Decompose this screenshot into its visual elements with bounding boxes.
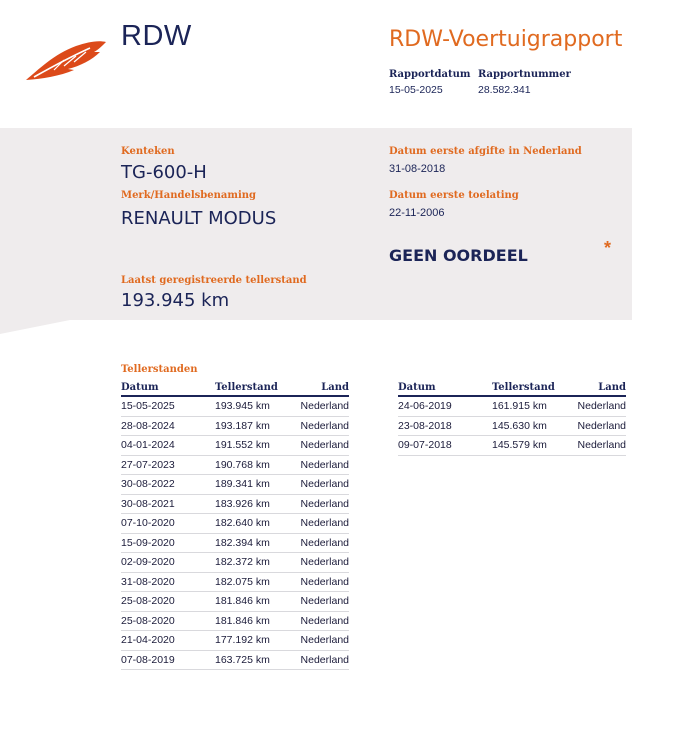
col-datum-header: Datum [398, 380, 492, 396]
cell-datum: 15-05-2025 [121, 396, 215, 416]
toelating-value: 22-11-2006 [389, 207, 445, 219]
cell-tellerstand: 193.945 km [215, 396, 295, 416]
cell-tellerstand: 182.394 km [215, 533, 295, 553]
brand-name: RDW [121, 20, 192, 52]
table-body-right [398, 396, 626, 455]
table-row [121, 455, 349, 475]
table-row [121, 631, 349, 651]
panel-notch [0, 320, 70, 334]
cell-land: Nederland [295, 650, 349, 670]
cell-tellerstand: 163.725 km [215, 650, 295, 670]
table-row [121, 475, 349, 495]
table-row [398, 436, 626, 456]
cell-land: Nederland [295, 475, 349, 495]
table-row [121, 553, 349, 573]
cell-datum: 07-10-2020 [121, 514, 215, 534]
cell-tellerstand: 182.372 km [215, 553, 295, 573]
table-row [121, 592, 349, 612]
tellerstanden-table-right [398, 380, 626, 456]
cell-tellerstand: 145.579 km [492, 436, 572, 456]
tellerstanden-table-left [121, 380, 349, 670]
table-row [121, 416, 349, 436]
kenteken-label: Kenteken [121, 146, 175, 157]
table-row [121, 650, 349, 670]
cell-datum: 30-08-2022 [121, 475, 215, 495]
cell-land: Nederland [295, 572, 349, 592]
cell-datum: 21-04-2020 [121, 631, 215, 651]
table-header-row [398, 380, 626, 396]
cell-datum: 24-06-2019 [398, 396, 492, 416]
cell-tellerstand: 161.915 km [492, 396, 572, 416]
cell-tellerstand: 193.187 km [215, 416, 295, 436]
cell-tellerstand: 190.768 km [215, 455, 295, 475]
cell-datum: 27-07-2023 [121, 455, 215, 475]
cell-land: Nederland [295, 533, 349, 553]
cell-datum: 25-08-2020 [121, 592, 215, 612]
cell-tellerstand: 181.846 km [215, 592, 295, 612]
cell-tellerstand: 183.926 km [215, 494, 295, 514]
cell-datum: 28-08-2024 [121, 416, 215, 436]
col-datum-header: Datum [121, 380, 215, 396]
cell-land: Nederland [295, 416, 349, 436]
cell-land: Nederland [295, 396, 349, 416]
cell-datum: 04-01-2024 [121, 436, 215, 456]
cell-tellerstand: 145.630 km [492, 416, 572, 436]
cell-tellerstand: 182.640 km [215, 514, 295, 534]
cell-datum: 07-08-2019 [121, 650, 215, 670]
cell-land: Nederland [295, 631, 349, 651]
cell-land: Nederland [295, 553, 349, 573]
cell-land: Nederland [295, 592, 349, 612]
cell-land: Nederland [295, 514, 349, 534]
report-date-label: Rapportdatum [389, 69, 471, 80]
table-row [121, 396, 349, 416]
cell-datum: 09-07-2018 [398, 436, 492, 456]
table-row [121, 514, 349, 534]
merk-value: RENAULT MODUS [121, 208, 277, 229]
table-row [398, 416, 626, 436]
table-row [121, 611, 349, 631]
merk-label: Merk/Handelsbenaming [121, 190, 257, 201]
table-row [398, 396, 626, 416]
asterisk-icon: * [604, 238, 612, 258]
col-tellerstand-header: Tellerstand [215, 380, 295, 396]
report-title: RDW-Voertuigrapport [389, 27, 623, 52]
kenteken-value: TG-600-H [121, 162, 207, 183]
col-land-header: Land [572, 380, 626, 396]
col-land-header: Land [295, 380, 349, 396]
tellerstanden-title: Tellerstanden [121, 364, 198, 375]
report-number-block [478, 69, 571, 96]
table-row [121, 533, 349, 553]
cell-datum: 23-08-2018 [398, 416, 492, 436]
toelating-label: Datum eerste toelating [389, 190, 519, 201]
tellerstand-label: Laatst geregistreerde tellerstand [121, 275, 307, 286]
table-row [121, 436, 349, 456]
cell-land: Nederland [295, 436, 349, 456]
table-row [121, 494, 349, 514]
verdict-text: GEEN OORDEEL [389, 246, 528, 265]
table-row [121, 572, 349, 592]
report-date-value: 15-05-2025 [389, 84, 443, 96]
cell-datum: 31-08-2020 [121, 572, 215, 592]
cell-datum: 15-09-2020 [121, 533, 215, 553]
tellerstand-value: 193.945 km [121, 290, 230, 311]
cell-land: Nederland [295, 611, 349, 631]
cell-land: Nederland [572, 436, 626, 456]
table-body-left [121, 396, 349, 670]
cell-datum: 30-08-2021 [121, 494, 215, 514]
cell-tellerstand: 182.075 km [215, 572, 295, 592]
col-tellerstand-header: Tellerstand [492, 380, 572, 396]
report-number-label: Rapportnummer [478, 69, 571, 80]
table-header-row [121, 380, 349, 396]
report-number-value: 28.582.341 [478, 84, 531, 96]
afgifte-value: 31-08-2018 [389, 163, 446, 175]
cell-land: Nederland [295, 494, 349, 514]
afgifte-label: Datum eerste afgifte in Nederland [389, 146, 582, 157]
cell-land: Nederland [572, 416, 626, 436]
cell-tellerstand: 181.846 km [215, 611, 295, 631]
cell-tellerstand: 191.552 km [215, 436, 295, 456]
cell-datum: 02-09-2020 [121, 553, 215, 573]
cell-land: Nederland [295, 455, 349, 475]
cell-datum: 25-08-2020 [121, 611, 215, 631]
rdw-logo-icon [24, 36, 108, 82]
report-date-block [389, 69, 471, 96]
cell-tellerstand: 177.192 km [215, 631, 295, 651]
cell-tellerstand: 189.341 km [215, 475, 295, 495]
cell-land: Nederland [572, 396, 626, 416]
